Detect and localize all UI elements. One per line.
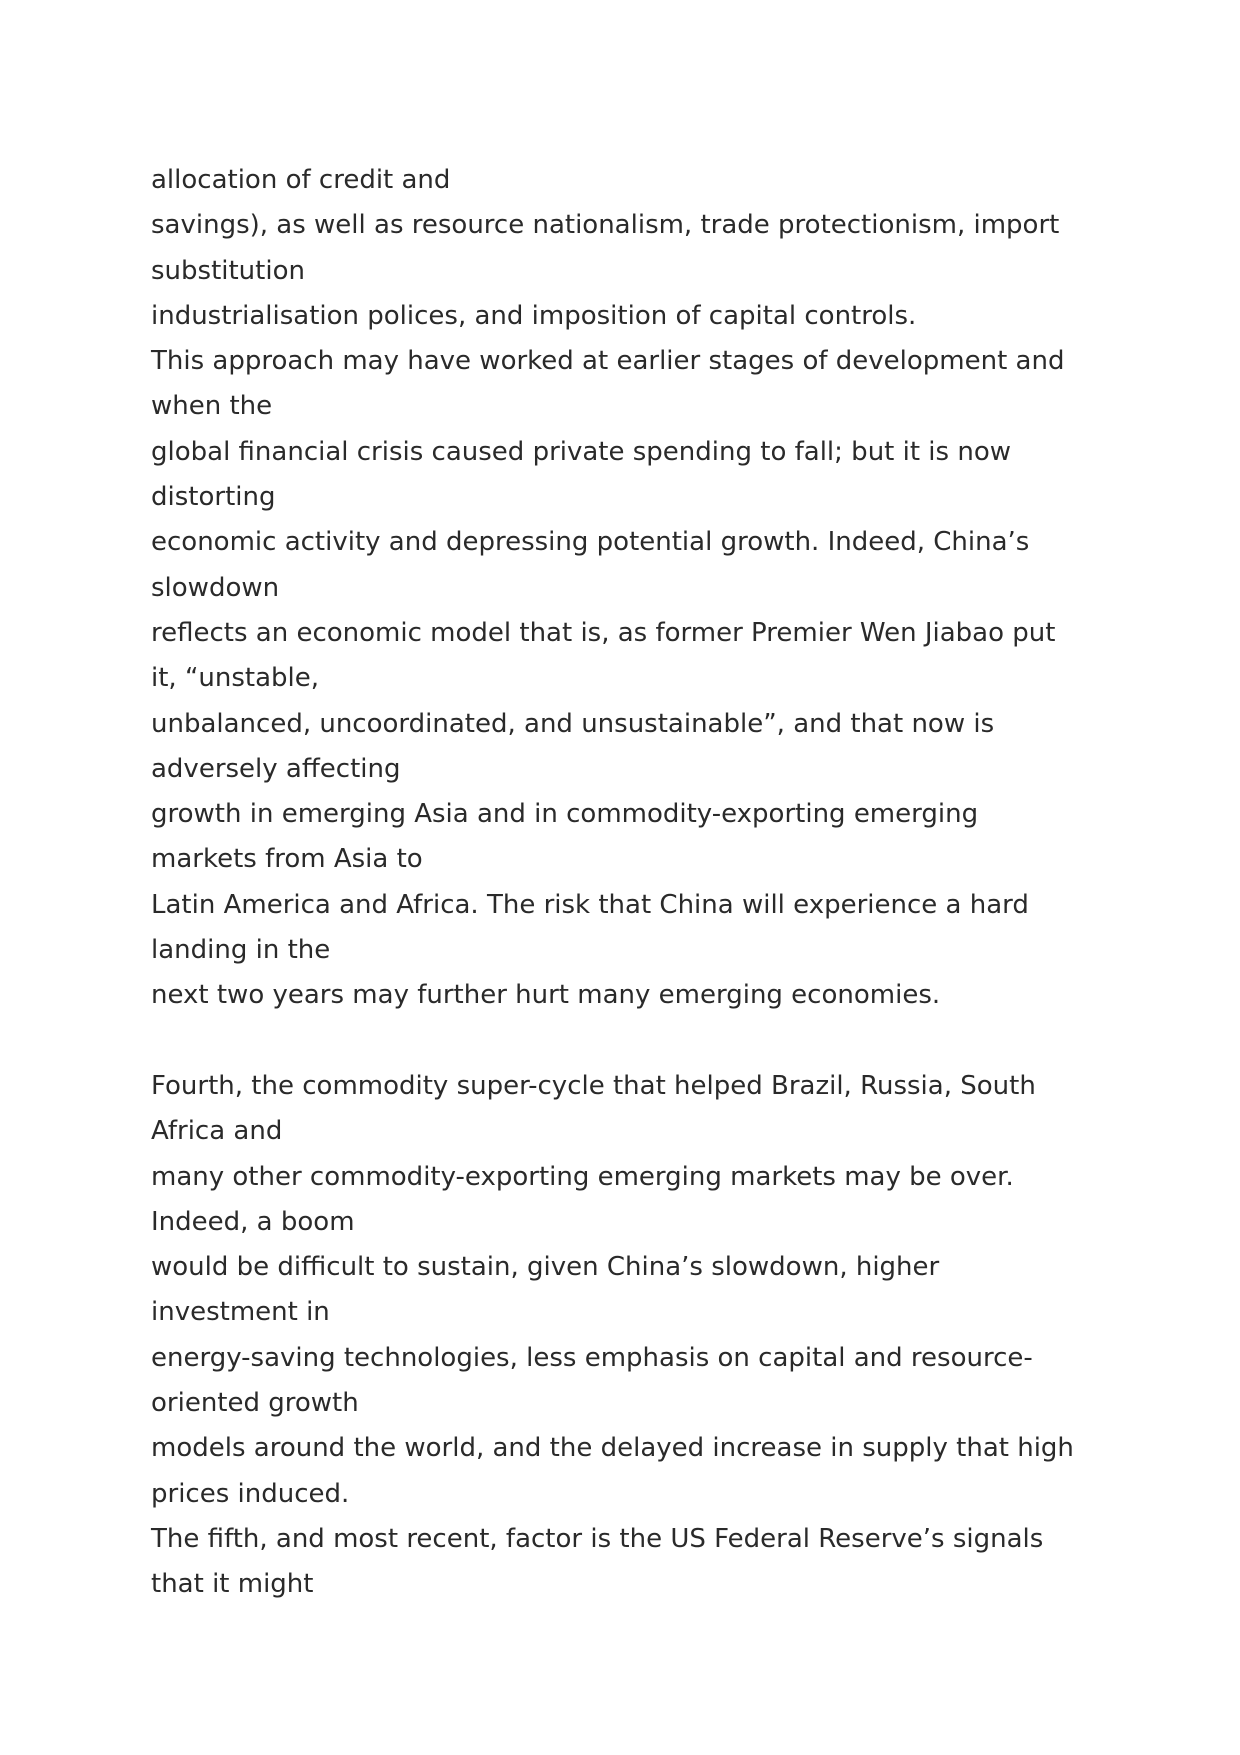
text-line: many other commodity-exporting emerging markets may be over. <box>151 1161 1014 1192</box>
text-line: Africa and <box>151 1116 283 1147</box>
text-line: models around the world, and the delayed increase in supply that high <box>151 1433 1074 1464</box>
text-line: substitution <box>151 255 305 286</box>
text-line: energy-saving technologies, less emphasis on capital and resource- <box>151 1342 1033 1373</box>
text-line: investment in <box>151 1297 330 1328</box>
text-line: when the <box>151 391 273 422</box>
text-line: savings), as well as resource nationalism, trade protectionism, import <box>151 210 1060 241</box>
text-line: slowdown <box>151 572 280 603</box>
text-line: distorting <box>151 482 276 513</box>
text-line: that it might <box>151 1569 314 1600</box>
text-line: prices induced. <box>151 1478 350 1509</box>
text-line: Latin America and Africa. The risk that China will experience a hard <box>151 889 1029 920</box>
text-line: Indeed, a boom <box>151 1206 355 1237</box>
text-line: Fourth, the commodity super-cycle that helped Brazil, Russia, South <box>151 1070 1036 1101</box>
text-line: landing in the <box>151 935 331 966</box>
text-line: global financial crisis caused private spending to fall; but it is now <box>151 436 1011 467</box>
text-line: it, “unstable, <box>151 663 320 694</box>
paragraph-gap <box>151 1019 1091 1064</box>
text-line: next two years may further hurt many emerging economies. <box>151 980 941 1011</box>
text-line: industrialisation polices, and imposition of capital controls. <box>151 300 917 331</box>
text-line: reflects an economic model that is, as former Premier Wen Jiabao put <box>151 617 1056 648</box>
text-line: This approach may have worked at earlier stages of development and <box>151 346 1065 377</box>
text-line: allocation of credit and <box>151 165 451 195</box>
text-line: would be difficult to sustain, given China’s slowdown, higher <box>151 1252 940 1283</box>
text-line: adversely affecting <box>151 753 401 784</box>
text-line: The fifth, and most recent, factor is the US Federal Reserve’s signals <box>151 1523 1044 1554</box>
text-line: oriented growth <box>151 1388 359 1419</box>
text-line: unbalanced, uncoordinated, and unsustainable”, and that now is <box>151 708 995 739</box>
text-line: growth in emerging Asia and in commodity-exporting emerging <box>151 799 979 830</box>
body-text <box>151 158 1091 1608</box>
text-line: economic activity and depressing potential growth. Indeed, China’s <box>151 527 1030 558</box>
text-line: markets from Asia to <box>151 844 423 875</box>
